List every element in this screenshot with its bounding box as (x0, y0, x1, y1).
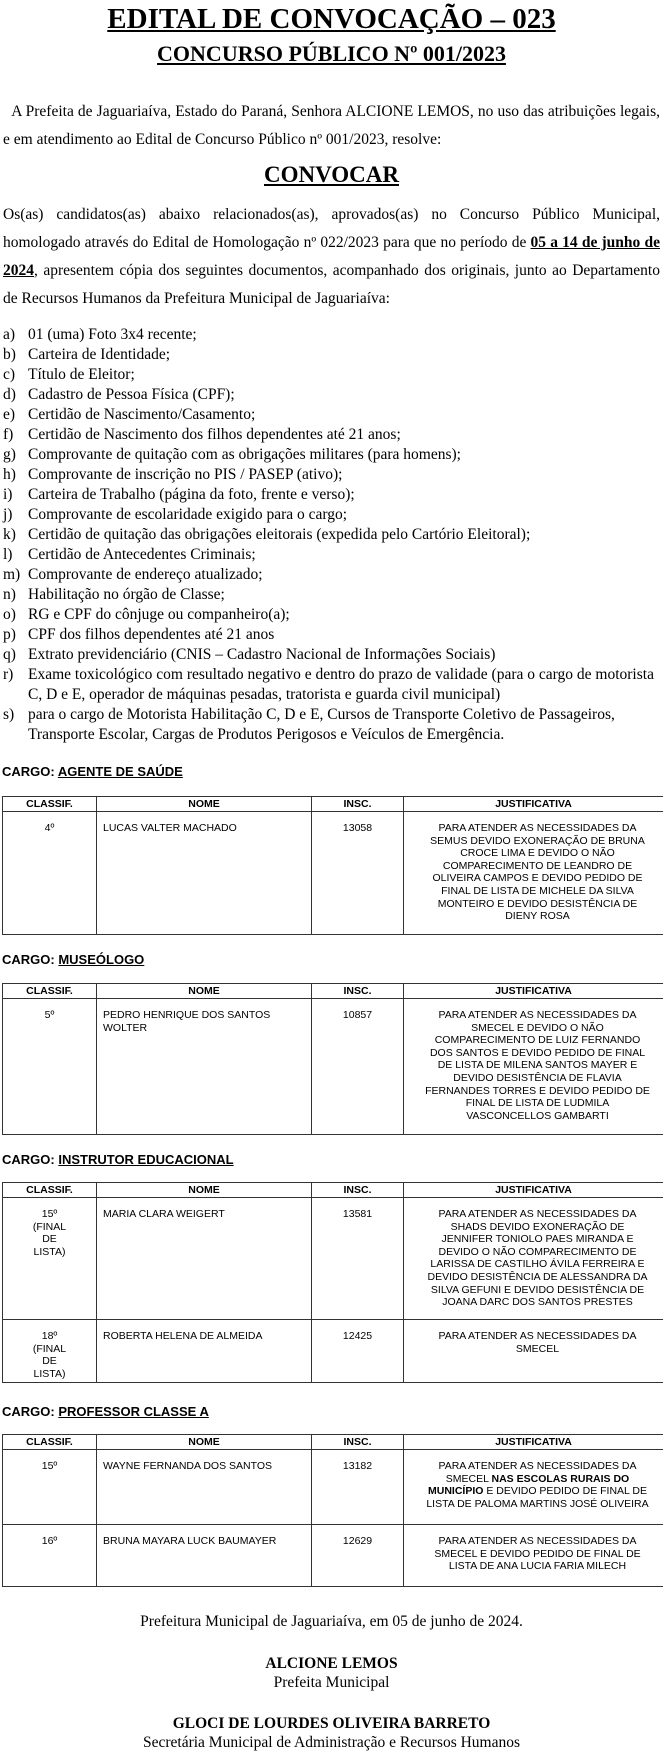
insc-cell: 12425 (312, 1320, 404, 1383)
cargo-heading (2, 1404, 209, 1420)
item-key: i) (3, 486, 13, 503)
document-list (3, 325, 663, 745)
item-text: para o cargo de Motorista Habilitação C, D e E, Cursos de Transporte Coletivo de Passageiros, Transporte Escolar, Cargas de Produtos Perigosos e Veículos de Emergência. (28, 706, 615, 743)
column-header: CLASSIF. (3, 1435, 97, 1450)
intro-text: A Prefeita de Jaguariaíva, Estado do Paraná, Senhora ALCIONE LEMOS, no uso das atribuições legais, e em atendimento ao Edital de Concurso Público nº 001/2023, resolve: (3, 103, 660, 148)
table-row (3, 812, 663, 935)
list-item (3, 325, 663, 345)
item-key: n) (3, 586, 16, 603)
table-row (3, 1525, 663, 1587)
list-item (3, 425, 663, 445)
table-header-row (3, 984, 663, 999)
list-item (3, 525, 663, 545)
cargo-prefix: CARGO: (2, 1152, 55, 1167)
column-header: JUSTIFICATIVA (404, 1435, 663, 1450)
nome-cell: ROBERTA HELENA DE ALMEIDA (97, 1320, 312, 1383)
justificativa-bold-text: NAS ESCOLAS RURAIS DO MUNICÍPIO (428, 1472, 630, 1498)
table-row (3, 1198, 663, 1320)
cargo-prefix: CARGO: (2, 1404, 55, 1419)
list-item (3, 445, 663, 465)
list-item (3, 345, 663, 365)
cargo-name: INSTRUTOR EDUCACIONAL (58, 1152, 234, 1167)
column-header: INSC. (312, 1435, 404, 1450)
list-item (3, 705, 663, 745)
cargo-prefix: CARGO: (2, 952, 55, 967)
justificativa-text: PARA ATENDER AS NECESSIDADES DA SMECEL (438, 1460, 637, 1485)
column-header: INSC. (312, 984, 404, 999)
justificativa-text: E DEVIDO PEDIDO DE FINAL DE LISTA DE PALOMA MARTINS JOSÉ OLIVEIRA (426, 1485, 649, 1510)
column-header: NOME (97, 1435, 312, 1450)
list-item (3, 385, 663, 405)
nome-cell: PEDRO HENRIQUE DOS SANTOS WOLTER (97, 999, 312, 1135)
item-key: h) (3, 466, 16, 483)
nome-cell: LUCAS VALTER MACHADO (97, 812, 312, 935)
signature-name: GLOCI DE LOURDES OLIVEIRA BARRETO (172, 1715, 491, 1732)
item-text: Comprovante de inscrição no PIS / PASEP (ativo); (28, 466, 343, 483)
list-item (3, 665, 663, 705)
column-header: NOME (97, 984, 312, 999)
justificativa-cell: PARA ATENDER AS NECESSIDADES DA SEMUS DEVIDO EXONERAÇÃO DE BRUNA CROCE LIMA E DEVIDO O NÃO COMPARECIMENTO DE LEANDRO DE OLIVEIRA CAMPOS E DEVIDO PEDIDO DE FINAL DE LISTA DE MICHELE DA SILVA MONTEIRO E DEVIDO DESISTÊNCIA DE DIENY ROSA (404, 812, 663, 935)
convocar-heading: CONVOCAR (264, 162, 399, 187)
candidates-table (2, 983, 663, 1135)
list-item (3, 365, 663, 385)
nome-cell: BRUNA MAYARA LUCK BAUMAYER (97, 1525, 312, 1587)
table-header-row (3, 1435, 663, 1450)
item-text: Comprovante de escolaridade exigido para o cargo; (28, 506, 348, 523)
insc-cell: 13058 (312, 812, 404, 935)
list-item (3, 465, 663, 485)
item-key: m) (3, 566, 21, 583)
item-text: Habilitação no órgão de Classe; (28, 586, 225, 603)
insc-cell: 10857 (312, 999, 404, 1135)
edital-title: EDITAL DE CONVOCAÇÃO – 023 (107, 3, 556, 35)
column-header: NOME (97, 1183, 312, 1198)
column-header: INSC. (312, 1183, 404, 1198)
period-text: 05 a 14 de junho de 2024 (3, 234, 660, 279)
cargo-name: MUSEÓLOGO (58, 952, 145, 967)
body-part2: , apresentem cópia dos seguintes documentos, acompanhado dos originais, junto ao Departamento de Recursos Humanos da Prefeitura Municipal de Jaguariaíva: (3, 262, 660, 307)
candidates-table (2, 796, 663, 935)
item-text: CPF dos filhos dependentes até 21 anos (28, 626, 275, 643)
list-item (3, 545, 663, 565)
item-text: Comprovante de endereço atualizado; (28, 566, 263, 583)
item-text: Extrato previdenciário (CNIS – Cadastro Nacional de Informações Sociais) (28, 646, 496, 663)
edital-subtitle: CONCURSO PÚBLICO Nº 001/2023 (157, 41, 506, 66)
item-text: Certidão de Nascimento dos filhos dependentes até 21 anos; (28, 426, 401, 443)
item-key: p) (3, 626, 16, 643)
item-key: k) (3, 526, 16, 543)
convocation-paragraph (3, 201, 660, 313)
item-key: l) (3, 546, 13, 563)
list-item (3, 505, 663, 525)
item-text: Carteira de Trabalho (página da foto, frente e verso); (28, 486, 355, 503)
cargo-heading (2, 1152, 234, 1168)
item-key: r) (3, 666, 14, 683)
column-header: CLASSIF. (3, 797, 97, 812)
classif-cell: 15º (FINAL DE LISTA) (3, 1198, 97, 1320)
item-key: e) (3, 406, 16, 423)
list-item (3, 485, 663, 505)
column-header: INSC. (312, 797, 404, 812)
item-key: o) (3, 606, 16, 623)
item-text: 01 (uma) Foto 3x4 recente; (28, 326, 197, 343)
item-text: Comprovante de quitação com as obrigações militares (para homens); (28, 446, 461, 463)
column-header: JUSTIFICATIVA (404, 1183, 663, 1198)
insc-cell: 12629 (312, 1525, 404, 1587)
item-text: Título de Eleitor; (28, 366, 135, 383)
item-key: a) (3, 326, 16, 343)
justificativa-cell: PARA ATENDER AS NECESSIDADES DA SMECEL E DEVIDO O NÃO COMPARECIMENTO DE LUIZ FERNANDO DOS SANTOS E DEVIDO PEDIDO DE FINAL DE LISTA DE MILENA SANTOS MAYER E DEVIDO DESISTÊNCIA DE FLAVIA FERNANDES TORRES E DEVIDO PEDIDO DE FINAL DE LISTA DE LUDMILA VASCONCELLOS GAMBARTI (404, 999, 663, 1135)
item-key: c) (3, 366, 16, 383)
nome-cell: WAYNE FERNANDA DOS SANTOS (97, 1450, 312, 1525)
list-item (3, 645, 663, 665)
classif-cell: 15º (3, 1450, 97, 1525)
cargo-name: AGENTE DE SAÚDE (57, 764, 183, 779)
table-row (3, 1450, 663, 1525)
column-header: CLASSIF. (3, 1183, 97, 1198)
classif-cell: 18º (FINAL DE LISTA) (3, 1320, 97, 1383)
list-item (3, 605, 663, 625)
item-key: d) (3, 386, 16, 403)
candidates-table (2, 1434, 663, 1587)
candidates-table (2, 1182, 663, 1383)
signature-role: Secretária Municipal de Administração e Recursos Humanos (142, 1734, 521, 1751)
justificativa-cell: PARA ATENDER AS NECESSIDADES DA SMECEL E DEVIDO PEDIDO DE FINAL DE LISTA DE ANA LUCIA FARIA MILECH (404, 1525, 663, 1587)
column-header: JUSTIFICATIVA (404, 984, 663, 999)
classif-cell: 16º (3, 1525, 97, 1587)
item-text: Exame toxicológico com resultado negativo e dentro do prazo de validade (para o cargo de motorista C, D e E, operador de máquinas pesadas, tratorista e guarda civil municipal) (28, 666, 654, 703)
signoff-line: Prefeitura Municipal de Jaguariaíva, em 05 de junho de 2024. (140, 1613, 523, 1630)
item-key: q) (3, 646, 16, 663)
list-item (3, 625, 663, 645)
item-key: s) (3, 706, 15, 723)
table-header-row (3, 797, 663, 812)
justificativa-cell: PARA ATENDER AS NECESSIDADES DA SMECEL (404, 1320, 663, 1383)
column-header: CLASSIF. (3, 984, 97, 999)
cargo-heading (2, 764, 183, 780)
item-text: Certidão de Antecedentes Criminais; (28, 546, 256, 563)
item-text: RG e CPF do cônjuge ou companheiro(a); (28, 606, 290, 623)
list-item (3, 585, 663, 605)
signature-role: Prefeita Municipal (273, 1674, 390, 1691)
list-item (3, 405, 663, 425)
item-key: g) (3, 446, 16, 463)
classif-cell: 4º (3, 812, 97, 935)
item-key: j) (3, 506, 13, 523)
item-key: f) (3, 426, 14, 443)
cargo-heading (2, 952, 144, 968)
signature-name: ALCIONE LEMOS (265, 1655, 398, 1672)
insc-cell: 13581 (312, 1198, 404, 1320)
intro-paragraph (3, 98, 660, 154)
justificativa-cell (404, 1450, 663, 1525)
list-item (3, 565, 663, 585)
table-header-row (3, 1183, 663, 1198)
insc-cell: 13182 (312, 1450, 404, 1525)
nome-cell: MARIA CLARA WEIGERT (97, 1198, 312, 1320)
cargo-prefix: CARGO: (2, 764, 55, 779)
column-header: JUSTIFICATIVA (404, 797, 663, 812)
body-part1: Os(as) candidatos(as) abaixo relacionados(as), aprovados(as) no Concurso Público Municipal, homologado através do Edital de Homologação nº 022/2023 para que no período de (3, 206, 660, 251)
classif-cell: 5º (3, 999, 97, 1135)
table-row (3, 1320, 663, 1383)
item-text: Certidão de quitação das obrigações eleitorais (expedida pelo Cartório Eleitoral); (28, 526, 531, 543)
table-row (3, 999, 663, 1135)
item-text: Certidão de Nascimento/Casamento; (28, 406, 256, 423)
cargo-name: PROFESSOR CLASSE A (58, 1404, 209, 1419)
item-text: Carteira de Identidade; (28, 346, 171, 363)
column-header: NOME (97, 797, 312, 812)
item-text: Cadastro de Pessoa Física (CPF); (28, 386, 235, 403)
item-key: b) (3, 346, 16, 363)
justificativa-cell: PARA ATENDER AS NECESSIDADES DA SHADS DEVIDO EXONERAÇÃO DE JENNIFER TONIOLO PAES MIRANDA E DEVIDO O NÃO COMPARECIMENTO DE LARISSA DE CASTILHO ÁVILA FERREIRA E DEVIDO DESISTÊNCIA DE ALESSANDRA DA SILVA GEFUNI E DEVIDO DESISTÊNCIA DE JOANA DARC DOS SANTOS PRESTES (404, 1198, 663, 1320)
